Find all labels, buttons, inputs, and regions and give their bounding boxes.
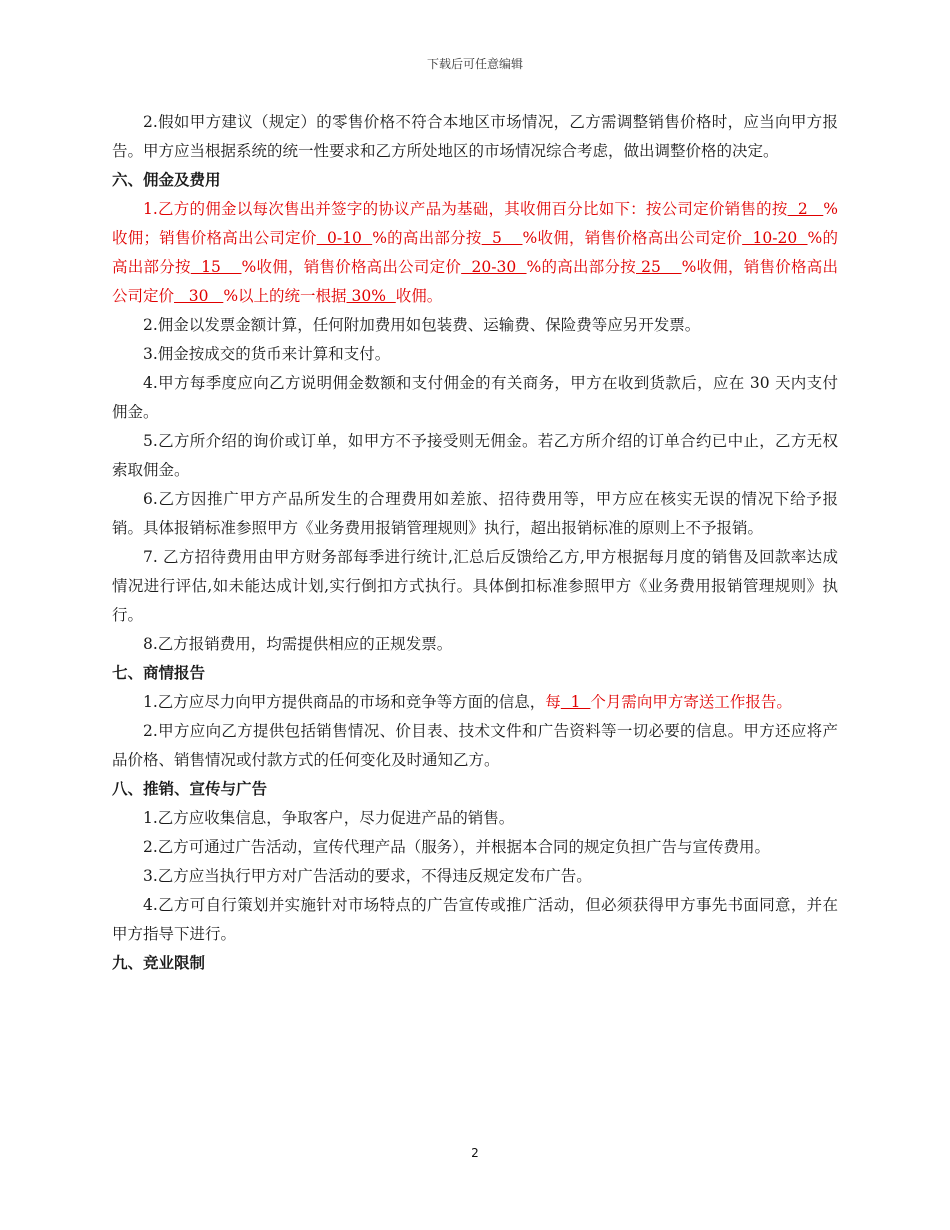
commission-paragraph — [112, 195, 838, 311]
text: 1.乙方应尽力向甲方提供商品的市场和竞争等方面的信息， — [143, 693, 546, 711]
text: %收佣，销售价格高出公司定价 — [112, 258, 839, 305]
paragraph: 2.甲方应向乙方提供包括销售情况、价目表、技术文件和广告资料等一切必要的信息。甲方还应将产品价格、销售情况或付款方式的任何变化及时通知乙方。 — [112, 722, 838, 769]
text: %收佣；销售价格高出公司定价 — [112, 200, 839, 247]
blank-value: 0-10 — [316, 229, 373, 247]
text: %的高出部分按 — [372, 229, 482, 247]
section-heading: 八、推销、宣传与广告 — [112, 780, 268, 798]
paragraph: 2.佣金以发票金额计算，任何附加费用如包装费、运输费、保险费等应另开发票。 — [143, 316, 701, 334]
text: 每 — [545, 693, 561, 711]
blank-value: 20-30 — [461, 258, 527, 276]
paragraph: 3.乙方应当执行甲方对广告活动的要求，不得违反规定发布广告。 — [143, 867, 592, 885]
paragraph: 7. 乙方招待费用由甲方财务部每季进行统计,汇总后反馈给乙方,甲方根据每月度的销售及回款率达成情况进行评估,如未能达成计划,实行倒扣方式执行。具体倒扣标准参照甲方《业务费用报销管理规则》执行。 — [112, 548, 838, 624]
text: 1.乙方的佣金以每次售出并签字的协议产品为基础，其收佣百分比如下：按公司定价销售的按 — [143, 200, 788, 218]
text: %收佣，销售价格高出公司定价 — [522, 229, 743, 247]
paragraph: 8.乙方报销费用，均需提供相应的正规发票。 — [143, 635, 453, 653]
document-body — [112, 108, 838, 978]
blank-value: 1 — [560, 693, 591, 711]
paragraph: 6.乙方因推广甲方产品所发生的合理费用如差旅、招待费用等，甲方应在核实无误的情况下给予报销。具体报销标准参照甲方《业务费用报销管理规则》执行，超出报销标准的原则上不予报销。 — [112, 490, 838, 537]
page-header: 下载后可任意编辑 — [426, 57, 523, 71]
blank-value: 10-20 — [742, 229, 808, 247]
page-number: 2 — [471, 1146, 479, 1160]
paragraph: 2.假如甲方建议（规定）的零售价格不符合本地区市场情况，乙方需调整销售价格时，应当向甲方报告。甲方应当根据系统的统一性要求和乙方所处地区的市场情况综合考虑，做出调整价格的决定。 — [112, 113, 838, 160]
blank-value: 5 — [481, 229, 523, 247]
text: %收佣，销售价格高出公司定价 — [241, 258, 462, 276]
paragraph: 5.乙方所介绍的询价或订单，如甲方不予接受则无佣金。若乙方所介绍的订单合约已中止，乙方无权索取佣金。 — [112, 432, 838, 479]
text: 个月需向甲方寄送工作报告。 — [590, 693, 792, 711]
report-paragraph — [112, 688, 838, 717]
paragraph: 4.甲方每季度应向乙方说明佣金数额和支付佣金的有关商务，甲方在收到货款后，应在 30 天内支付佣金。 — [112, 374, 838, 421]
paragraph: 3.佣金按成交的货币来计算和支付。 — [143, 345, 391, 363]
blank-value: 30% — [346, 287, 396, 305]
text: %以上的统一根据 — [223, 287, 347, 305]
text: %的高出部分按 — [526, 258, 636, 276]
text: 收佣。 — [395, 287, 443, 305]
paragraph: 2.乙方可通过广告活动，宣传代理产品（服务），并根据本合同的规定负担广告与宣传费用。 — [143, 838, 771, 856]
text: %的高出部分按 — [112, 229, 839, 276]
paragraph: 1.乙方应收集信息，争取客户，尽力促进产品的销售。 — [143, 809, 515, 827]
paragraph: 4.乙方可自行策划并实施针对市场特点的广告宣传或推广活动，但必须获得甲方事先书面同意，并在甲方指导下进行。 — [112, 896, 838, 943]
blank-value: 2 — [787, 200, 824, 218]
blank-value: 30 — [174, 287, 224, 305]
section-heading: 六、佣金及费用 — [112, 171, 221, 189]
blank-value: 25 — [635, 258, 682, 276]
section-heading: 九、竞业限制 — [112, 954, 206, 972]
blank-value: 15 — [190, 258, 242, 276]
section-heading: 七、商情报告 — [112, 664, 206, 682]
